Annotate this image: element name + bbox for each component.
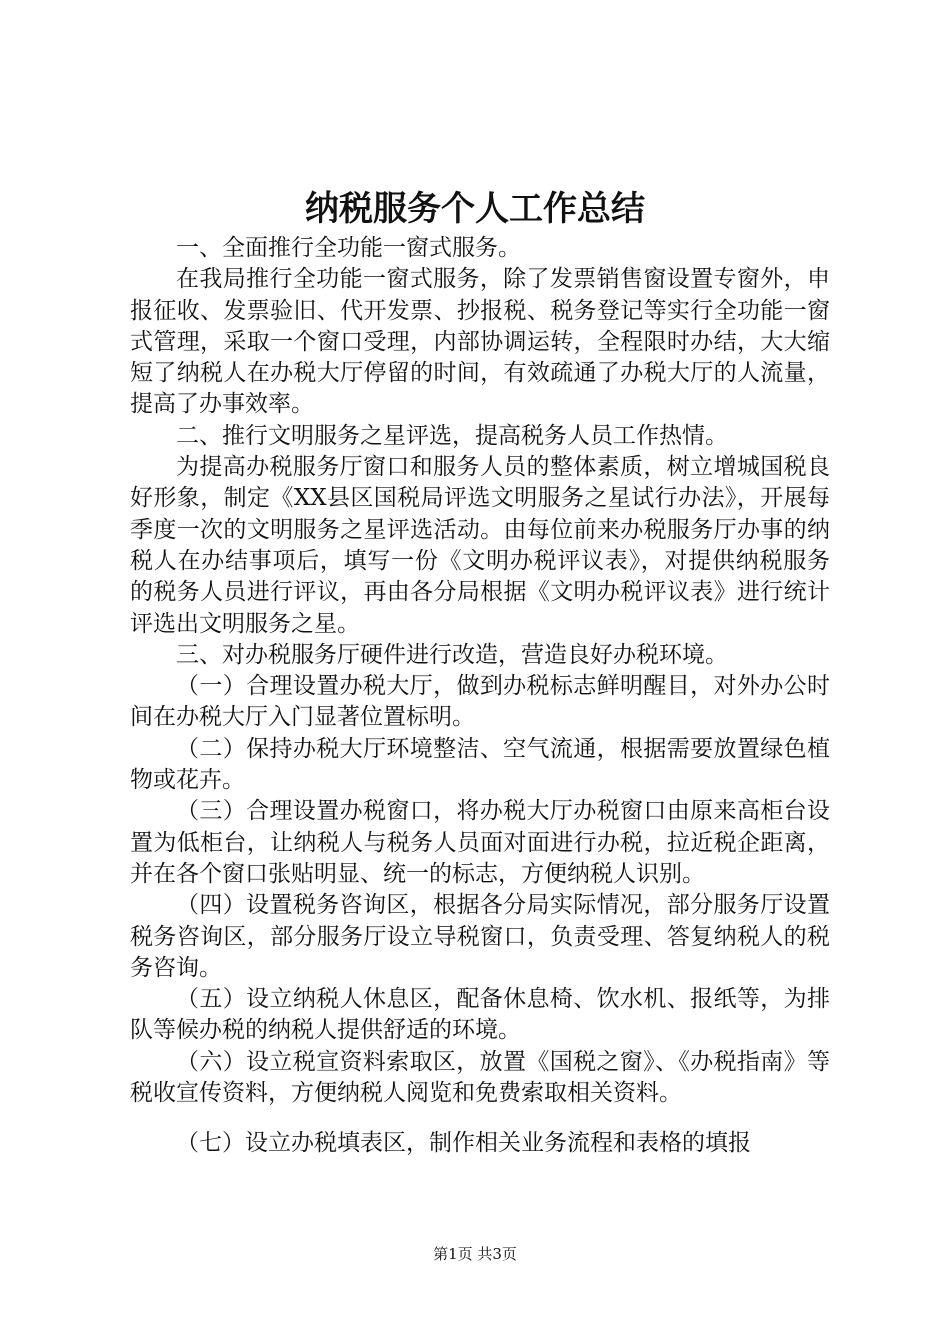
- list-item-1: （一）合理设置办税大厅，做到办税标志鲜明醒目，对外办公时间在办税大厅入门显著位置标明。: [130, 673, 830, 731]
- section-heading-1: 一、全面推行全功能一窗式服务。: [176, 235, 521, 261]
- paragraph-2: 为提高办税服务厅窗口和服务人员的整体素质，树立增城国税良好形象，制定《XX县区国税局评选文明服务之星试行办法》，开展每季度一次的文明服务之星评选活动。由每位前来办税服务厅办事的纳税人在办结事项后，填写一份《文明办税评议表》，对提供纳税服务的税务人员进行评议，再由各分局根据《文明办税评议表》进行统计评选出文明服务之星。: [130, 454, 830, 637]
- section-heading-3: 三、对办税服务厅硬件进行改造，营造良好办税环境。: [176, 641, 728, 668]
- document-body: [130, 233, 830, 1160]
- list-item-7: （七）设立办税填表区，制作相关业务流程和表格的填报: [176, 1130, 751, 1157]
- list-item-3: （三）合理设置办税窗口，将办税大厅办税窗口由原来高柜台设置为低柜台，让纳税人与税务人员面对面进行办税，拉近税企距离，并在各个窗口张贴明显、统一的标志，方便纳税人识别。: [130, 798, 830, 887]
- section-heading-2: 二、推行文明服务之星评选，提高税务人员工作热情。: [176, 422, 728, 449]
- paragraph-1: 在我局推行全功能一窗式服务，除了发票销售窗设置专窗外，申报征收、发票验旧、代开发票、抄报税、税务登记等实行全功能一窗式管理，采取一个窗口受理，内部协调运转，全程限时办结，大大缩短了纳税人在办税大厅停留的时间，有效疏通了办税大厅的人流量，提高了办事效率。: [130, 266, 830, 418]
- list-item-2: （二）保持办税大厅环境整洁、空气流通，根据需要放置绿色植物或花卉。: [130, 735, 830, 794]
- list-item-5: （五）设立纳税人休息区，配备休息椅、饮水机、报纸等，为排队等候办税的纳税人提供舒适的环境。: [130, 986, 830, 1044]
- list-item-4: （四）设置税务咨询区，根据各分局实际情况，部分服务厅设置税务咨询区，部分服务厅设立导税窗口，负责受理、答复纳税人的税务咨询。: [130, 892, 830, 981]
- list-item-6: （六）设立税宣资料索取区，放置《国税之窗》、《办税指南》等税收宣传资料，方便纳税人阅览和免费索取相关资料。: [130, 1048, 830, 1107]
- document-title: 纳税服务个人工作总结: [305, 189, 645, 229]
- page-number: 第1页 共3页: [433, 1245, 517, 1263]
